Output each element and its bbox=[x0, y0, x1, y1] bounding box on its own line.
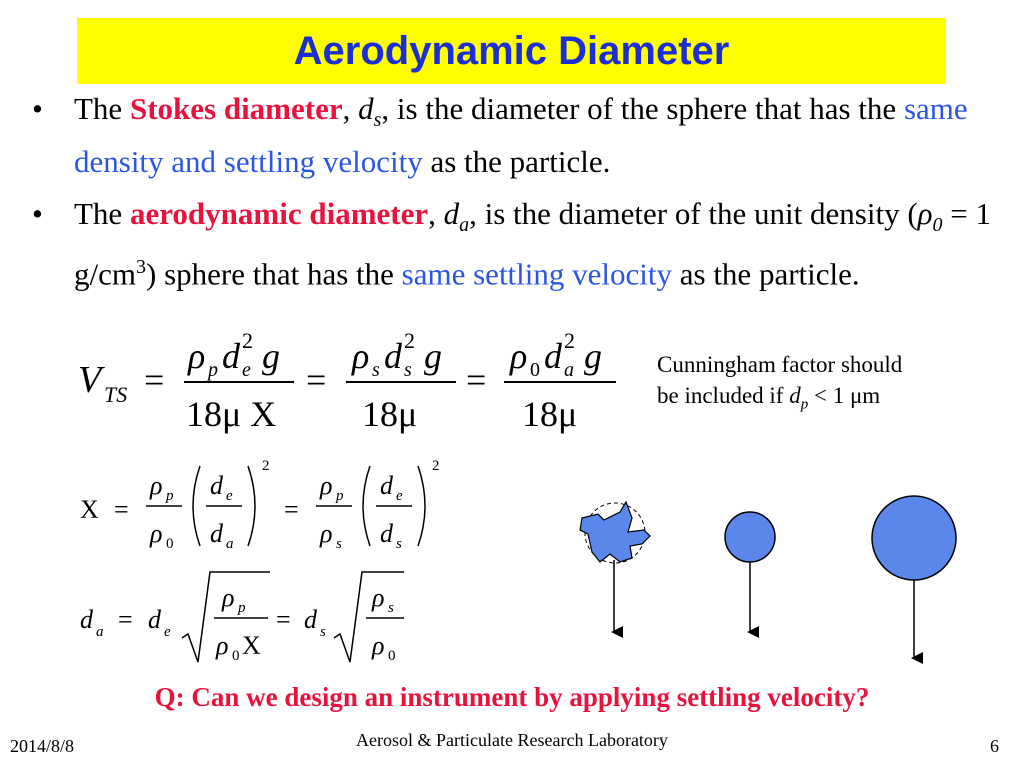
chi-equals: = bbox=[114, 495, 129, 524]
aerodynamic-sphere-icon bbox=[872, 496, 956, 580]
f3-rho: ρ bbox=[510, 336, 528, 376]
da-r1-den-chi: Χ bbox=[242, 631, 261, 660]
bullet-text: = 1 g/cm bbox=[74, 196, 992, 292]
note-line-1: Cunningham factor should bbox=[657, 352, 903, 377]
f2-sub-s2: s bbox=[404, 359, 412, 381]
bullet-aerodynamic-diameter bbox=[20, 193, 1010, 296]
da-r1-num: ρ bbox=[222, 583, 235, 612]
chi-b-de: d bbox=[380, 471, 393, 500]
f3-den: 18μ bbox=[522, 394, 578, 434]
equation-da bbox=[78, 568, 418, 668]
symbol-ds: $d_s$ bbox=[358, 91, 382, 132]
da-r2-den-sub: 0 bbox=[388, 648, 396, 664]
f2-d: d bbox=[384, 336, 402, 376]
chi-a-exp: 2 bbox=[262, 458, 270, 474]
chi-b-rho-p: ρ bbox=[320, 471, 333, 500]
page-number: 6 bbox=[990, 736, 999, 756]
chi-b-p: p bbox=[336, 488, 344, 504]
chi-lhs: Χ bbox=[80, 495, 99, 524]
f3-sub-0: 0 bbox=[530, 359, 540, 381]
chi-a-de: d bbox=[210, 471, 223, 500]
da-d: d bbox=[80, 605, 93, 634]
term-stokes-diameter: Stokes diameter bbox=[129, 91, 343, 126]
term-aerodynamic-diameter: aerodynamic diameter bbox=[129, 196, 429, 232]
bullet-text: , is the diameter of the unit density ( bbox=[469, 196, 918, 232]
chi-b-exp: 2 bbox=[432, 458, 440, 474]
f3-exp: 2 bbox=[564, 328, 575, 353]
chi-b-s: s bbox=[336, 536, 342, 552]
slide-title: Aerodynamic Diameter bbox=[293, 28, 730, 73]
da-r1-num-sub: p bbox=[238, 600, 246, 616]
chi-b-s2: s bbox=[396, 536, 402, 552]
f1-den: 18μ Χ bbox=[186, 394, 277, 434]
bullet-text: The bbox=[74, 196, 130, 232]
bullet-text: ) sphere that has the bbox=[146, 256, 402, 292]
cunningham-note bbox=[657, 349, 902, 421]
da-d2: d bbox=[148, 605, 161, 634]
equation-chi bbox=[78, 448, 458, 558]
stokes-sphere-icon bbox=[725, 512, 775, 562]
chi-b-rho-s: ρ bbox=[320, 519, 333, 548]
bullet-list bbox=[20, 88, 1010, 306]
chi-a-a: a bbox=[226, 536, 234, 552]
footer-lab-name: Aerosol & Particulate Research Laboratory bbox=[356, 730, 668, 750]
highlight-density-velocity: same density and settling velocity bbox=[74, 91, 968, 180]
da-e: e bbox=[164, 624, 171, 640]
da-d3: d bbox=[304, 605, 317, 634]
da-r1-den-sub: 0 bbox=[232, 648, 240, 664]
f2-g: g bbox=[424, 336, 442, 376]
eq-equals-3: = bbox=[466, 360, 487, 400]
eq-equals-2: = bbox=[306, 360, 327, 400]
bullet-dot-icon: • bbox=[32, 196, 43, 232]
bullet-dot-icon: • bbox=[32, 91, 43, 126]
da-a: a bbox=[96, 624, 104, 640]
da-equals-2: = bbox=[276, 605, 291, 634]
chi-a-0: 0 bbox=[166, 536, 174, 552]
superscript-3: 3 bbox=[136, 256, 146, 279]
symbol-da: $d_a$ bbox=[443, 196, 470, 237]
chi-b-ds: d bbox=[380, 519, 393, 548]
bullet-text: The bbox=[74, 91, 130, 126]
equation-vts bbox=[70, 320, 630, 440]
f2-sub-s: s bbox=[372, 359, 380, 381]
da-r2-num-sub: s bbox=[388, 600, 394, 616]
f1-g: g bbox=[262, 336, 280, 376]
da-equals: = bbox=[118, 605, 133, 634]
f3-d: d bbox=[544, 336, 562, 376]
chi-a-e: e bbox=[226, 488, 233, 504]
bullet-text: as the particle. bbox=[672, 256, 860, 292]
f1-sub-p: p bbox=[208, 359, 218, 381]
bullet-text: , is the diameter of the sphere that has the bbox=[381, 91, 904, 126]
highlight-settling-velocity: same settling velocity bbox=[401, 256, 672, 292]
bullet-text: , bbox=[342, 91, 359, 126]
eq-lhs: V bbox=[78, 359, 102, 401]
chi-b-e: e bbox=[396, 488, 403, 504]
bullet-text: as the particle. bbox=[422, 144, 611, 180]
irregular-particle-icon bbox=[580, 502, 650, 562]
bullet-stokes-diameter bbox=[20, 88, 1010, 183]
footer-date: 2014/8/8 bbox=[10, 736, 75, 756]
f2-den: 18μ bbox=[362, 394, 418, 434]
chi-a-da: d bbox=[210, 519, 223, 548]
chi-equals-2: = bbox=[284, 495, 299, 524]
f1-d: d bbox=[222, 336, 240, 376]
particle-illustration bbox=[570, 490, 970, 665]
f3-g: g bbox=[584, 336, 602, 376]
f1-rho: ρ bbox=[188, 336, 206, 376]
f3-sub-a: a bbox=[564, 359, 574, 381]
da-r2-num: ρ bbox=[372, 583, 385, 612]
chi-a-rho-0: ρ bbox=[150, 519, 163, 548]
note-line-2: be included if $d_p < 1$ μm bbox=[657, 383, 881, 413]
chi-a-p: p bbox=[166, 488, 174, 504]
bullet-text: , bbox=[428, 196, 444, 232]
f1-sub-e: e bbox=[242, 359, 251, 381]
chi-a-rho-p: ρ bbox=[150, 471, 163, 500]
f1-exp: 2 bbox=[242, 328, 253, 353]
eq-lhs-sub: TS bbox=[104, 382, 128, 407]
symbol-rho0: $\rho_0$ bbox=[917, 196, 943, 237]
da-s: s bbox=[320, 624, 326, 640]
title-banner bbox=[77, 18, 946, 84]
da-r1-den: ρ bbox=[216, 631, 229, 660]
f2-rho: ρ bbox=[352, 336, 370, 376]
question-text: Q: Can we design an instrument by applying settling velocity? bbox=[154, 682, 870, 712]
eq-equals: = bbox=[144, 360, 165, 400]
f2-exp: 2 bbox=[404, 328, 415, 353]
da-r2-den: ρ bbox=[372, 631, 385, 660]
